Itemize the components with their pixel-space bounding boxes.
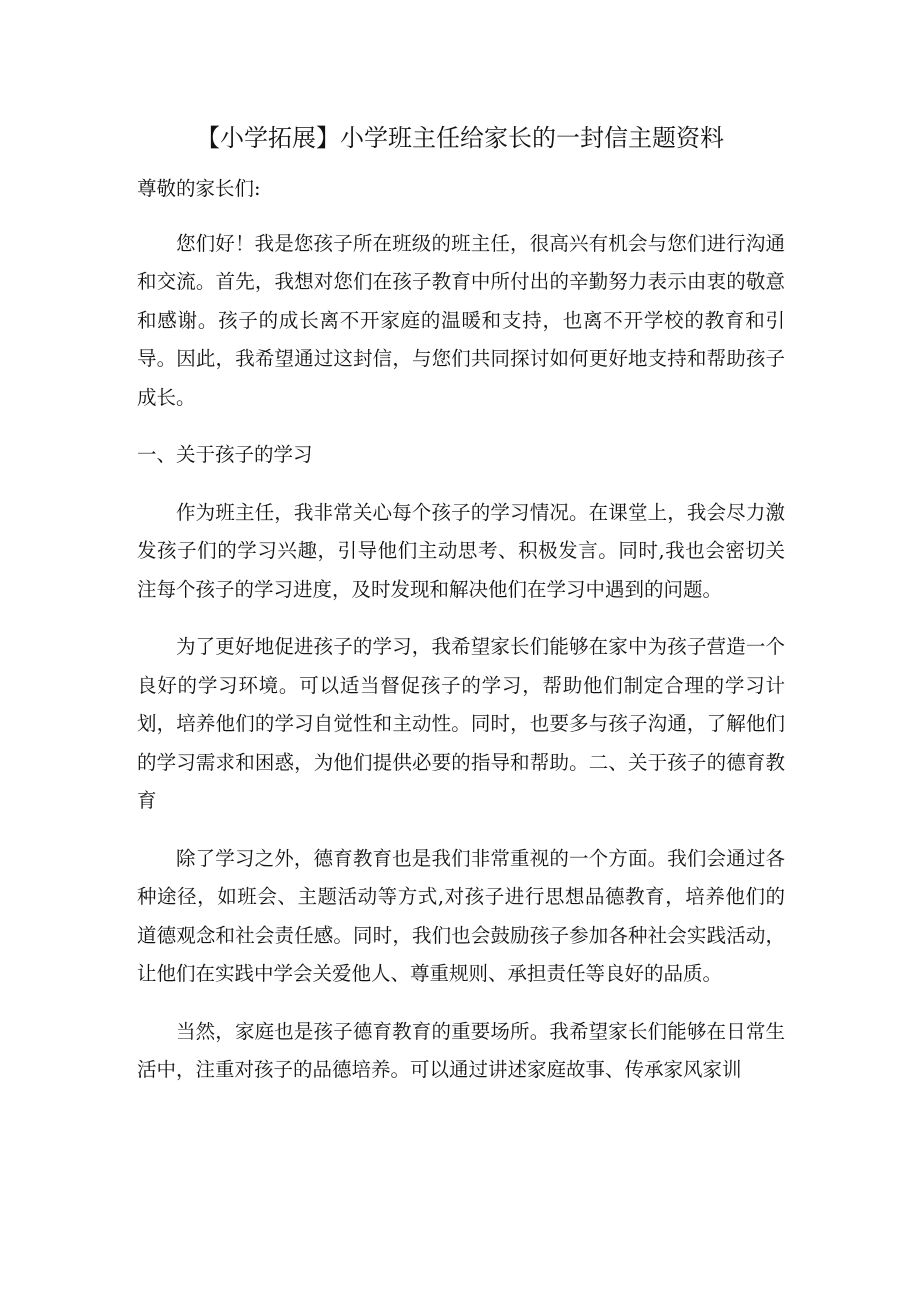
study-paragraph-2: 为了更好地促进孩子的学习，我希望家长们能够在家中为孩子营造一个良好的学习环境。可以适当督促孩子的学习，帮助他们制定合理的学习计划，培养他们的学习自觉性和主动性。同时，也要多与孩子沟通，了解他们的学习需求和困惑，为他们提供必要的指导和帮助。二、关于孩子的德育教育 <box>137 635 785 812</box>
intro-paragraph: 您们好！我是您孩子所在班级的班主任，很高兴有机会与您们进行沟通和交流。首先，我想对您们在孩子教育中所付出的辛勤努力表示由衷的敬意和感谢。孩子的成长离不开家庭的温暖和支持，也离不开学校的教育和引导。因此，我希望通过这封信，与您们共同探讨如何更好地支持和帮助孩子成长。 <box>137 231 785 409</box>
salutation: 尊敬的家长们: <box>137 177 261 200</box>
section-heading-study: 一、关于孩子的学习 <box>137 443 313 466</box>
letter-body <box>137 170 785 1109</box>
page-title: 【小学拓展】小学班主任给家长的一封信主题资料 <box>196 124 724 152</box>
moral-paragraph-1: 除了学习之外，德育教育也是我们非常重视的一个方面。我们会通过各种途径，如班会、主题活动等方式,对孩子进行思想品德教育，培养他们的道德观念和社会责任感。同时，我们也会鼓励孩子参加各种社会实践活动，让他们在实践中学会关爱他人、尊重规则、承担责任等良好的品质。 <box>137 846 785 985</box>
moral-paragraph-2: 当然，家庭也是孩子德育教育的重要场所。我希望家长们能够在日常生活中，注重对孩子的品德培养。可以通过讲述家庭故事、传承家风家训 <box>137 1019 785 1081</box>
study-paragraph-1: 作为班主任，我非常关心每个孩子的学习情况。在课堂上，我会尽力激发孩子们的学习兴趣，引导他们主动思考、积极发言。同时,我也会密切关注每个孩子的学习进度，及时发现和解决他们在学习中遇到的问题。 <box>137 500 785 601</box>
